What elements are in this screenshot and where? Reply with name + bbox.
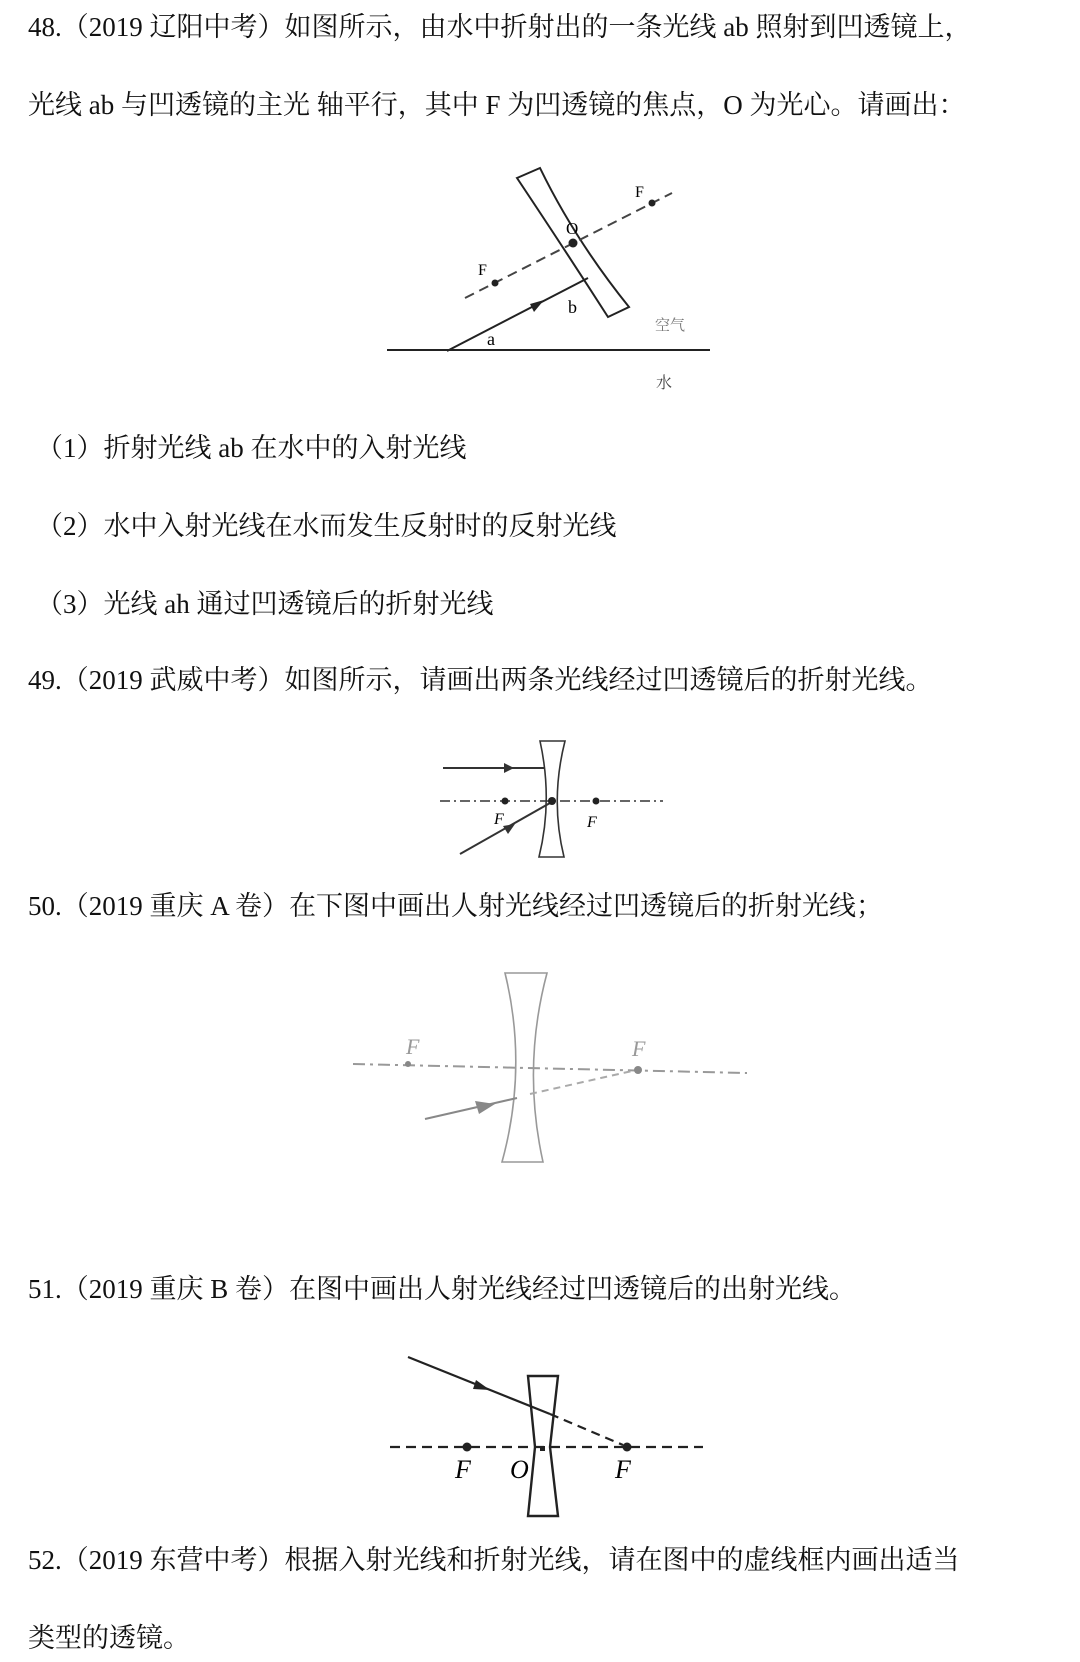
q48-text-line1: 48.（2019 辽阳中考）如图所示，由水中折射出的一条光线 ab 照射到凹透镜上， (28, 12, 972, 42)
q48-label-b: b (568, 297, 577, 317)
q51-diagram (390, 1357, 703, 1516)
q50-label-f-left: F (406, 1034, 420, 1059)
q49-diagram (440, 741, 663, 857)
q52-text-line2: 类型的透镜。 (28, 1623, 190, 1653)
focus-point (634, 1066, 642, 1074)
q48-subquestion-2: （2）水中入射光线在水而发生反射时的反射光线 (36, 511, 617, 541)
optical-center (569, 239, 578, 248)
q51-text: 51.（2019 重庆 B 卷）在图中画出人射光线经过凹透镜后的出射光线。 (28, 1274, 857, 1304)
q48-label-o: O (566, 219, 579, 238)
focus-point (502, 798, 509, 805)
q51-label-f-left: F (455, 1455, 471, 1484)
focus-point (649, 200, 656, 207)
q48-subquestion-1: （1）折射光线 ab 在水中的入射光线 (36, 433, 467, 463)
focus-point (463, 1443, 472, 1452)
q50-text: 50.（2019 重庆 A 卷）在下图中画出人射光线经过凹透镜后的折射光线； (28, 891, 884, 921)
arrow-icon (504, 763, 514, 773)
q48-label-f-left: F (478, 262, 487, 279)
q49-label-f-right: F (587, 814, 597, 831)
q49-text: 49.（2019 武威中考）如图所示，请画出两条光线经过凹透镜后的折射光线。 (28, 665, 933, 695)
focus-point (623, 1443, 632, 1452)
optical-center (540, 1446, 545, 1451)
arrow-icon (473, 1380, 490, 1390)
q48-subquestion-3: （3）光线 ah 通过凹透镜后的折射光线 (36, 589, 494, 619)
q50-label-f-right: F (632, 1036, 646, 1061)
q51-label-o: O (510, 1455, 529, 1484)
incident-ray (425, 1098, 517, 1119)
focus-point (405, 1061, 411, 1067)
extension-line (550, 1414, 623, 1445)
q48-label-f-right: F (635, 184, 644, 201)
q49-label-f-left: F (494, 811, 504, 828)
arrow-icon (530, 300, 544, 312)
optical-center (548, 797, 556, 805)
q48-label-air: 空气 (655, 318, 686, 334)
q48-text-line2: 光线 ab 与凹透镜的主光 轴平行，其中 F 为凹透镜的焦点，O 为光心。请画出： (28, 90, 966, 120)
q48-label-water: 水 (656, 375, 673, 392)
focus-point (492, 280, 499, 287)
q52-text-line1: 52.（2019 东营中考）根据入射光线和折射光线，请在图中的虚线框内画出适当 (28, 1545, 960, 1575)
focus-point (593, 798, 600, 805)
q50-diagram (353, 973, 747, 1162)
ray-ab (447, 278, 588, 351)
q48-label-a: a (487, 329, 495, 349)
q51-label-f-right: F (615, 1455, 631, 1484)
extension-line (530, 1071, 632, 1094)
principal-axis (353, 1064, 747, 1073)
